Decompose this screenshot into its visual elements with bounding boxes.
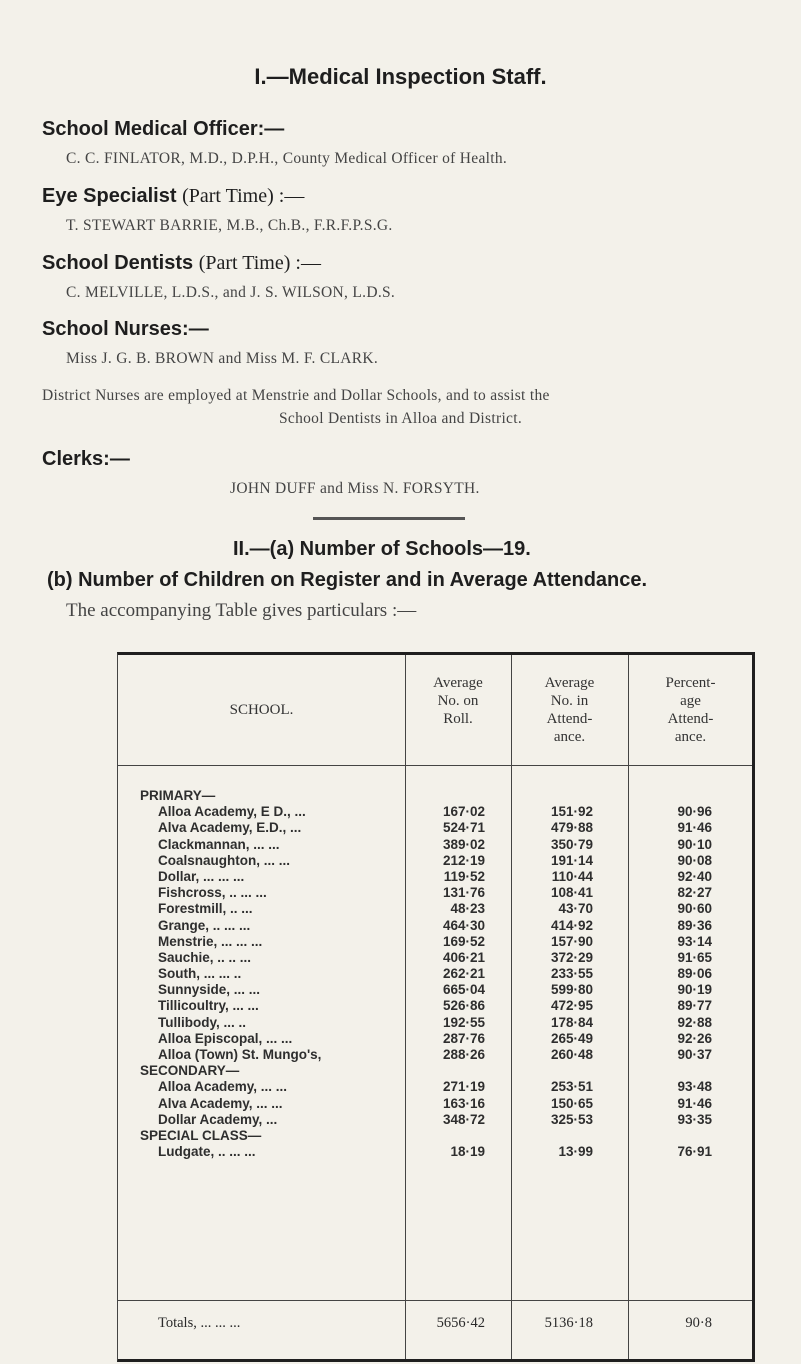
- school-name: Alloa Academy, E D., ...: [158, 804, 306, 820]
- table-row: [118, 950, 752, 966]
- percentage-value: 93·48: [677, 1079, 712, 1095]
- eye-specialist-name: T. STEWART BARRIE, M.B., Ch.B., F.R.F.P.S.G.: [66, 217, 393, 234]
- school-name: Alloa (Town) St. Mungo's,: [158, 1047, 322, 1062]
- table-row: [118, 1047, 752, 1063]
- roll-value: 163·16: [442, 1095, 485, 1111]
- percentage-value: 90·08: [677, 852, 712, 868]
- group-label: PRIMARY—: [140, 788, 216, 803]
- schools-count-heading: II.—(a) Number of Schools—19.: [233, 538, 531, 560]
- table-row: [118, 820, 752, 836]
- nurses-names: Miss J. G. B. BROWN and Miss M. F. CLARK.: [66, 350, 379, 367]
- roll-value: 212·19: [442, 852, 485, 868]
- attendance-value: 325·53: [550, 1111, 593, 1127]
- percentage-value: 90·10: [677, 836, 712, 852]
- table-row: [118, 982, 752, 998]
- totals-label: Totals, ... ... ...: [158, 1315, 241, 1331]
- school-name: Sauchie, .. .. ...: [158, 949, 252, 965]
- roll-value: 167·02: [442, 804, 485, 820]
- school-name: Sunnyside, ... ...: [158, 982, 261, 998]
- page-title: I.—Medical Inspection Staff.: [254, 64, 547, 89]
- roll-value: 192·55: [442, 1014, 485, 1030]
- school-name: South, ... ... ..: [158, 966, 242, 982]
- attendance-value: 372·29: [550, 949, 593, 965]
- attendance-value: 108·41: [550, 885, 593, 901]
- attendance-value: 265·49: [550, 1030, 593, 1046]
- percentage-value: 93·14: [677, 933, 712, 949]
- attendance-value: 151·92: [550, 804, 593, 820]
- section-divider: [313, 517, 465, 520]
- attendance-value: 157·90: [550, 933, 593, 949]
- table-row: [118, 901, 752, 917]
- attendance-value: 414·92: [550, 917, 593, 933]
- roll-value: 262·21: [442, 966, 485, 982]
- percentage-value: 89·36: [677, 917, 712, 933]
- table-row: [118, 869, 752, 885]
- table-row: [118, 1096, 752, 1112]
- attendance-value: 233·55: [550, 966, 593, 982]
- attendance-value: 253·51: [550, 1079, 593, 1095]
- school-name: Alloa Episcopal, ... ...: [158, 1030, 293, 1046]
- roll-value: 131·76: [442, 885, 485, 901]
- attendance-value: 260·48: [550, 1047, 593, 1062]
- attendance-value: 110·44: [551, 868, 593, 884]
- table-row: [118, 885, 752, 901]
- school-name: Forestmill, .. ...: [158, 901, 253, 917]
- attendance-value: 472·95: [550, 998, 593, 1014]
- attendance-value: 43·70: [558, 901, 593, 917]
- table-row: [118, 853, 752, 869]
- percentage-value: 90·96: [677, 804, 712, 820]
- attendance-table: [117, 652, 755, 1362]
- header-divider: [118, 765, 752, 766]
- roll-value: 119·52: [443, 868, 485, 884]
- table-row: [118, 966, 752, 982]
- clerks-heading: Clerks:—: [42, 448, 130, 470]
- attendance-value: 178·84: [550, 1014, 593, 1030]
- children-heading: (b) Number of Children on Register and in Average Attendance.: [47, 569, 648, 591]
- roll-value: 287·76: [442, 1030, 485, 1046]
- table-row: [118, 1079, 752, 1095]
- header-school: SCHOOL.: [229, 702, 294, 718]
- table-row: [118, 1015, 752, 1031]
- school-name: Dollar Academy, ...: [158, 1111, 278, 1127]
- school-name: Menstrie, ... ... ...: [158, 933, 263, 949]
- table-row: [118, 804, 752, 820]
- dentists-names: C. MELVILLE, L.D.S., and J. S. WILSON, L.D.S.: [66, 284, 396, 301]
- attendance-value: 13·99: [558, 1144, 593, 1160]
- percentage-value: 82·27: [677, 885, 712, 901]
- table-row: [118, 918, 752, 934]
- school-name: Alva Academy, E.D., ...: [158, 820, 302, 836]
- school-name: Ludgate, .. ... ...: [158, 1144, 256, 1160]
- attendance-value: 599·80: [550, 982, 593, 998]
- clerks-names: JOHN DUFF and Miss N. FORSYTH.: [230, 480, 480, 497]
- attendance-value: 150·65: [550, 1095, 593, 1111]
- percentage-value: 91·46: [677, 820, 712, 836]
- percentage-value: 90·19: [677, 982, 712, 998]
- group-label: SECONDARY—: [140, 1063, 240, 1079]
- roll-value: 406·21: [442, 949, 485, 965]
- roll-value: 169·52: [442, 933, 485, 949]
- percentage-value: 92·40: [677, 868, 712, 884]
- table-row: [118, 1112, 752, 1128]
- totals-percentage: 90·8: [685, 1315, 712, 1331]
- school-name: Coalsnaughton, ... ...: [158, 852, 291, 868]
- roll-value: 389·02: [442, 836, 485, 852]
- header-percentage: Percent- age Attend- ance.: [665, 675, 716, 745]
- dentists-heading: School Dentists (Part Time) :—: [42, 252, 321, 274]
- district-note-line1: District Nurses are employed at Menstrie and Dollar Schools, and to assist the: [42, 387, 550, 404]
- school-name: Dollar, ... ... ...: [158, 868, 245, 884]
- header-roll: Average No. on Roll.: [433, 675, 483, 727]
- attendance-value: 479·88: [550, 820, 593, 836]
- school-name: Tullibody, ... ..: [158, 1014, 246, 1030]
- roll-value: 18·19: [450, 1144, 485, 1160]
- table-row: [118, 1031, 752, 1047]
- medical-officer-name: C. C. FINLATOR, M.D., D.P.H., County Medical Officer of Health.: [66, 150, 508, 167]
- percentage-value: 92·26: [677, 1030, 712, 1046]
- roll-value: 524·71: [442, 820, 485, 836]
- table-group-heading: [118, 1063, 752, 1079]
- roll-value: 271·19: [442, 1079, 485, 1095]
- roll-value: 464·30: [442, 917, 485, 933]
- percentage-value: 76·91: [677, 1144, 712, 1160]
- school-name: Alva Academy, ... ...: [158, 1095, 283, 1111]
- nurses-heading: School Nurses:—: [42, 318, 209, 340]
- roll-value: 288·26: [442, 1047, 485, 1062]
- table-group-heading: [118, 788, 752, 804]
- group-label: SPECIAL CLASS—: [140, 1127, 262, 1143]
- attendance-value: 191·14: [550, 852, 593, 868]
- table-intro: The accompanying Table gives particulars :—: [66, 600, 417, 621]
- table-row: [118, 998, 752, 1014]
- table-row: [118, 1144, 752, 1160]
- percentage-value: 91·65: [677, 949, 712, 965]
- percentage-value: 89·06: [677, 966, 712, 982]
- totals-divider: [118, 1300, 752, 1301]
- school-name: Grange, .. ... ...: [158, 917, 251, 933]
- school-name: Alloa Academy, ... ...: [158, 1079, 288, 1095]
- roll-value: 348·72: [442, 1111, 485, 1127]
- school-name: Clackmannan, ... ...: [158, 836, 280, 852]
- percentage-value: 89·77: [677, 998, 712, 1014]
- percentage-value: 90·37: [677, 1047, 712, 1062]
- percentage-value: 90·60: [677, 901, 712, 917]
- school-name: Tillicoultry, ... ...: [158, 998, 259, 1014]
- percentage-value: 93·35: [677, 1111, 712, 1127]
- roll-value: 526·86: [442, 998, 485, 1014]
- totals-roll: 5656·42: [436, 1315, 485, 1331]
- percentage-value: 92·88: [677, 1014, 712, 1030]
- district-note-line2: School Dentists in Alloa and District.: [278, 410, 523, 427]
- table-group-heading: [118, 1128, 752, 1144]
- table-row: [118, 837, 752, 853]
- totals-attendance: 5136·18: [544, 1315, 593, 1331]
- header-attendance: Average No. in Attend- ance.: [544, 675, 595, 745]
- table-row: [118, 934, 752, 950]
- school-name: Fishcross, .. ... ...: [158, 885, 267, 901]
- table-body: [118, 788, 752, 1160]
- percentage-value: 91·46: [677, 1095, 712, 1111]
- roll-value: 48·23: [450, 901, 485, 917]
- attendance-value: 350·79: [550, 836, 593, 852]
- eye-specialist-heading: Eye Specialist (Part Time) :—: [42, 185, 305, 207]
- roll-value: 665·04: [442, 982, 485, 998]
- medical-officer-heading: School Medical Officer:—: [42, 118, 285, 140]
